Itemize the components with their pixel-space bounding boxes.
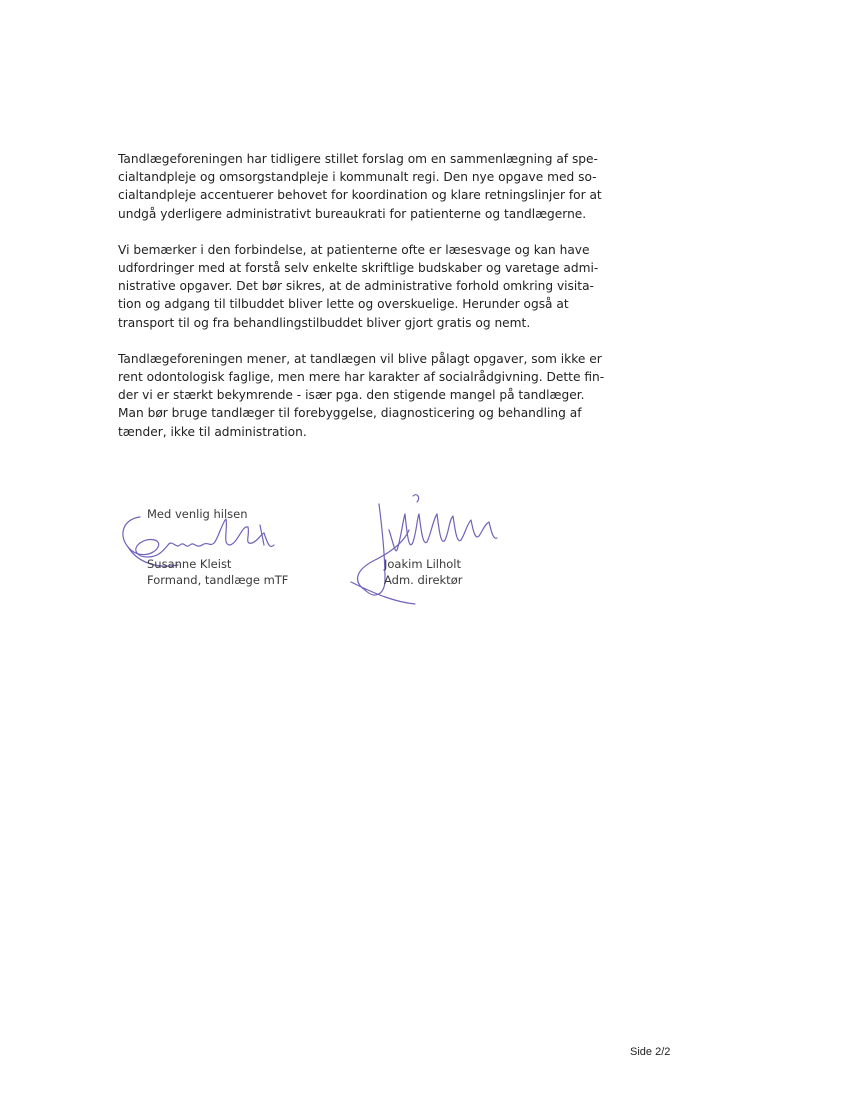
text-line: cialtandpleje accentuerer behovet for koordination og klare retningslinjer for at bbox=[118, 188, 602, 203]
signatory-title: Formand, tandlæge mTF bbox=[147, 573, 289, 587]
text-line: der vi er stærkt bekymrende - især pga. den stigende mangel på tandlæger. bbox=[118, 388, 585, 403]
letter-body bbox=[118, 150, 605, 459]
text-line: tænder, ikke til administration. bbox=[118, 424, 307, 439]
text-line: tion og adgang til tilbuddet bliver lette og overskuelige. Herunder også at bbox=[118, 297, 569, 312]
text-line: nistrative opgaver. Det bør sikres, at de administrative forhold omkring visita- bbox=[118, 279, 594, 294]
text-line: cialtandpleje og omsorgstandpleje i kommunalt regi. Den nye opgave med so- bbox=[118, 170, 597, 185]
paragraph-1 bbox=[118, 150, 602, 223]
paragraph-2 bbox=[118, 241, 598, 332]
page-number: Side 2/2 bbox=[630, 1046, 671, 1058]
text-line: rent odontologisk faglige, men mere har karakter af socialrådgivning. Dette fin- bbox=[118, 370, 605, 385]
closing-greeting: Med venlig hilsen bbox=[147, 507, 248, 521]
handwritten-signature-lilholt bbox=[345, 490, 505, 610]
text-line: Tandlægeforeningen har tidligere stillet forslag om en sammenlægning af spe- bbox=[118, 152, 598, 166]
text-line: Tandlægeforeningen mener, at tandlægen vil blive pålagt opgaver, som ikke er bbox=[118, 351, 602, 366]
signatory-title: Adm. direktør bbox=[384, 573, 463, 587]
text-line: Man bør bruge tandlæger til forebyggelse, diagnosticering og behandling af bbox=[118, 406, 582, 421]
text-line: udfordringer med at forstå selv enkelte skriftlige budskaber og varetage admi- bbox=[118, 261, 599, 276]
signatory-name: Joakim Lilholt bbox=[384, 557, 462, 571]
text-line: undgå yderligere administrativt bureaukrati for patienterne og tandlægerne. bbox=[118, 206, 587, 221]
paragraph-3 bbox=[118, 350, 605, 441]
text-line: transport til og fra behandlingstilbuddet bliver gjort gratis og nemt. bbox=[118, 315, 531, 330]
text-line: Vi bemærker i den forbindelse, at patienterne ofte er læsesvage og kan have bbox=[118, 242, 590, 257]
signatory-name: Susanne Kleist bbox=[147, 557, 232, 571]
